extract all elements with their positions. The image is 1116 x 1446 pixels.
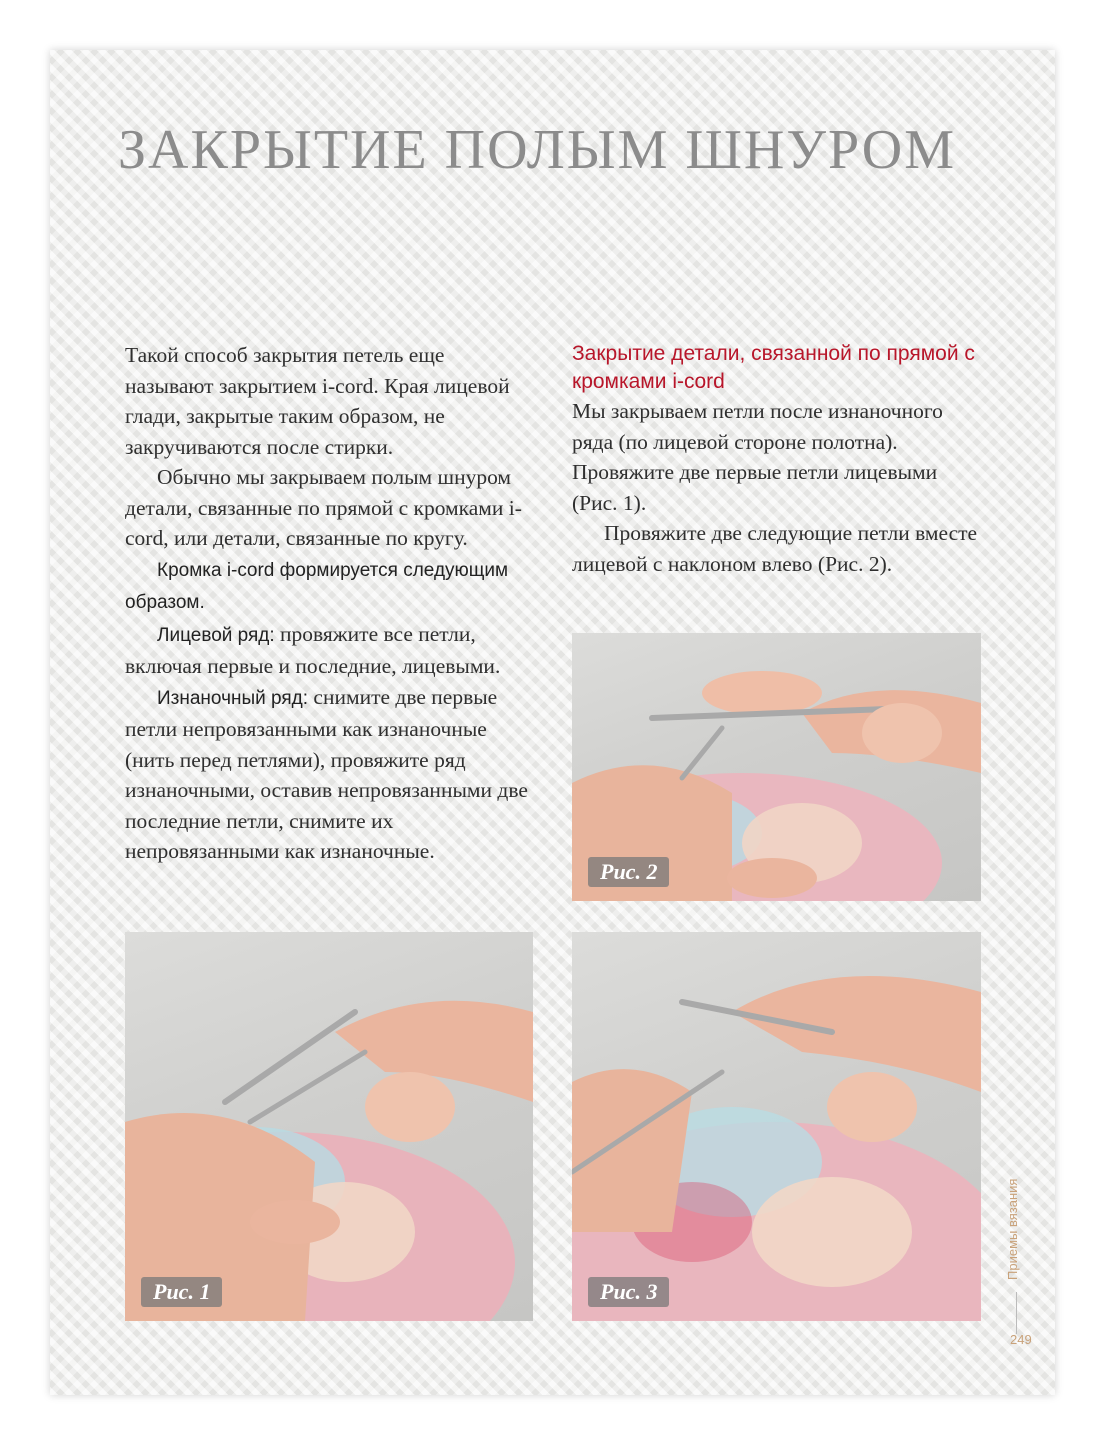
icord-heading: Кромка i-cord формируется следующим образом.	[125, 559, 509, 613]
figure-1-illustration	[125, 932, 533, 1321]
purl-row-paragraph	[125, 682, 535, 867]
footer-divider	[1016, 1292, 1017, 1334]
figure-3-photo	[572, 932, 981, 1321]
figure-3-illustration	[572, 932, 981, 1321]
closing-paragraph-1: Мы закрываем петли после изнаночного ряда (по лицевой стороне полотна). Провяжите две первые петли лицевыми (Рис. 1).	[572, 399, 943, 515]
section-subheading: Закрытие детали, связанной по прямой с кромками i-cord	[572, 342, 975, 393]
page-number: 249	[1010, 1332, 1032, 1347]
figure-3-label: Рис. 3	[588, 1277, 669, 1307]
section-name-vertical: Приемы вязания	[1005, 1178, 1020, 1280]
left-column	[125, 340, 535, 867]
icord-heading-paragraph	[125, 554, 535, 619]
right-column	[572, 340, 982, 579]
knit-row-label: Лицевой ряд:	[157, 624, 275, 646]
figure-1-label: Рис. 1	[141, 1277, 222, 1307]
purl-row-text: снимите две первые петли непровязанными как изнаночные (нить перед петлями), провяжите ряд изнаночными, оставив непровязанными две последние петли, снимите их непровязанными как изнаночные.	[125, 684, 528, 863]
purl-row-label: Изнаночный ряд:	[157, 687, 309, 709]
intro-paragraph: Такой способ закрытия петель еще называют закрытием i-cord. Края лицевой глади, закрытые таким образом, не закручиваются после стирки.	[125, 343, 510, 459]
usage-paragraph: Обычно мы закрываем полым шнуром детали, связанные по прямой с кромками i-cord, или детали, связанные по кругу.	[125, 465, 522, 550]
figure-1-photo	[125, 932, 533, 1321]
figure-2-photo	[572, 633, 981, 901]
closing-paragraph-2: Провяжите две следующие петли вместе лицевой с наклоном влево (Рис. 2).	[572, 521, 978, 576]
figure-2-label: Рис. 2	[588, 857, 669, 887]
page-title: ЗАКРЫТИЕ ПОЛЫМ ШНУРОМ	[118, 119, 957, 181]
knit-row-paragraph	[125, 619, 535, 682]
knit-row-text: провяжите все петли, включая первые и последние, лицевыми.	[125, 621, 501, 678]
